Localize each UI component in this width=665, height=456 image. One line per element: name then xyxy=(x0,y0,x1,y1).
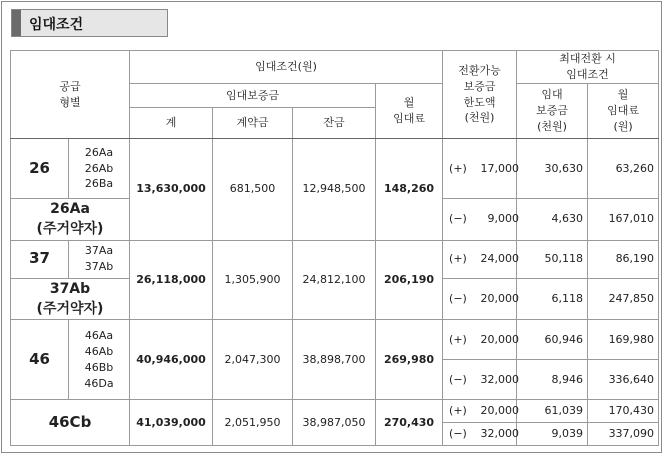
type-26: 26 xyxy=(11,139,69,199)
subtypes-26-text: 26Aa 26Ab 26Ba xyxy=(84,145,114,191)
conv-sign: (+) xyxy=(449,332,467,346)
type-26-elderly xyxy=(11,199,130,241)
conv-sign: (+) xyxy=(449,404,467,418)
conv-sign: (−) xyxy=(449,427,467,441)
total-46: 40,946,000 xyxy=(130,320,213,400)
contract-46: 2,047,300 xyxy=(213,320,293,400)
type-37: 37 xyxy=(11,240,69,278)
max-deposit-37-minus: 6,118 xyxy=(517,278,588,320)
type-37-elderly xyxy=(11,278,130,320)
max-deposit-46-plus: 60,946 xyxy=(517,320,588,360)
conv-amount: 32,000 xyxy=(480,372,520,386)
contract-37: 1,305,900 xyxy=(213,240,293,320)
rent-conditions-table xyxy=(10,50,659,446)
type-46: 46 xyxy=(11,320,69,400)
conv-46cb-plus xyxy=(443,400,520,423)
conv-amount: 20,000 xyxy=(480,404,520,418)
conv-37-minus xyxy=(443,278,520,320)
conv-46-plus xyxy=(443,320,520,360)
title-accent-bar xyxy=(12,10,21,36)
contract-26: 681,500 xyxy=(213,139,293,241)
header-max-deposit xyxy=(517,84,588,139)
header-max-monthly-text: 월 임대료 (원) xyxy=(607,88,639,133)
max-rent-46cb-minus: 337,090 xyxy=(588,423,659,446)
header-supply-type xyxy=(11,51,130,139)
conv-sign: (−) xyxy=(449,291,467,305)
max-deposit-46cb-plus: 61,039 xyxy=(517,400,588,423)
monthly-46cb: 270,430 xyxy=(376,400,443,446)
header-max-monthly xyxy=(588,84,659,139)
header-max-conversion-text: 최대전환 시 임대조건 xyxy=(559,52,616,81)
header-total: 계 xyxy=(130,108,213,139)
conv-amount: 32,000 xyxy=(480,427,520,441)
header-max-conversion xyxy=(517,51,659,84)
type-46cb: 46Cb xyxy=(11,400,130,446)
header-balance: 잔금 xyxy=(293,108,376,139)
type-26-elderly-text: 26Aa (주거약자) xyxy=(36,201,104,238)
max-deposit-46-minus: 8,946 xyxy=(517,360,588,400)
conv-amount: 24,000 xyxy=(480,252,520,266)
total-37: 26,118,000 xyxy=(130,240,213,320)
balance-26: 12,948,500 xyxy=(293,139,376,241)
max-rent-26-minus: 167,010 xyxy=(588,199,659,241)
header-contract: 계약금 xyxy=(213,108,293,139)
section-title xyxy=(11,9,168,37)
max-rent-46-plus: 169,980 xyxy=(588,320,659,360)
balance-46: 38,898,700 xyxy=(293,320,376,400)
conv-sign: (+) xyxy=(449,161,467,175)
contract-46cb: 2,051,950 xyxy=(213,400,293,446)
max-deposit-26-minus: 4,630 xyxy=(517,199,588,241)
conv-amount: 20,000 xyxy=(480,291,520,305)
header-convertible-limit xyxy=(443,51,517,139)
subtypes-46 xyxy=(69,320,130,400)
monthly-26: 148,260 xyxy=(376,139,443,241)
balance-37: 24,812,100 xyxy=(293,240,376,320)
conv-amount: 17,000 xyxy=(480,161,520,175)
conv-37-plus xyxy=(443,240,520,278)
conv-46-minus xyxy=(443,360,520,400)
total-26: 13,630,000 xyxy=(130,139,213,241)
subtypes-37 xyxy=(69,240,130,278)
max-rent-26-plus: 63,260 xyxy=(588,139,659,199)
conv-26-minus xyxy=(443,199,520,241)
subtypes-26 xyxy=(69,139,130,199)
max-rent-46cb-plus: 170,430 xyxy=(588,400,659,423)
max-deposit-26-plus: 30,630 xyxy=(517,139,588,199)
header-deposit: 임대보증금 xyxy=(130,84,376,108)
type-37-elderly-text: 37Ab (주거약자) xyxy=(36,280,104,317)
conv-sign: (+) xyxy=(449,252,467,266)
section-title-text: 임대조건 xyxy=(29,17,84,33)
conv-26-plus xyxy=(443,139,520,199)
max-deposit-46cb-minus: 9,039 xyxy=(517,423,588,446)
total-46cb: 41,039,000 xyxy=(130,400,213,446)
conv-amount: 20,000 xyxy=(480,332,520,346)
subtypes-46-text: 46Aa 46Ab 46Bb 46Da xyxy=(84,328,114,390)
balance-46cb: 38,987,050 xyxy=(293,400,376,446)
max-rent-46-minus: 336,640 xyxy=(588,360,659,400)
monthly-46: 269,980 xyxy=(376,320,443,400)
conv-46cb-minus xyxy=(443,423,520,446)
header-monthly-rent-text: 월 임대료 xyxy=(393,96,425,125)
monthly-37: 206,190 xyxy=(376,240,443,320)
header-max-deposit-text: 임대 보증금 (천원) xyxy=(536,88,568,133)
header-monthly-rent xyxy=(376,84,443,139)
max-deposit-37-plus: 50,118 xyxy=(517,240,588,278)
conv-sign: (−) xyxy=(449,372,467,386)
max-rent-37-minus: 247,850 xyxy=(588,278,659,320)
header-convertible-limit-text: 전환가능 보증금 한도액 (천원) xyxy=(458,63,501,125)
header-rent-conditions: 임대조건(원) xyxy=(130,51,443,84)
max-rent-37-plus: 86,190 xyxy=(588,240,659,278)
conv-sign: (−) xyxy=(449,212,467,226)
subtypes-37-text: 37Aa 37Ab xyxy=(84,244,114,274)
conv-amount: 9,000 xyxy=(487,212,520,226)
header-supply-type-text: 공급 형별 xyxy=(59,79,81,109)
